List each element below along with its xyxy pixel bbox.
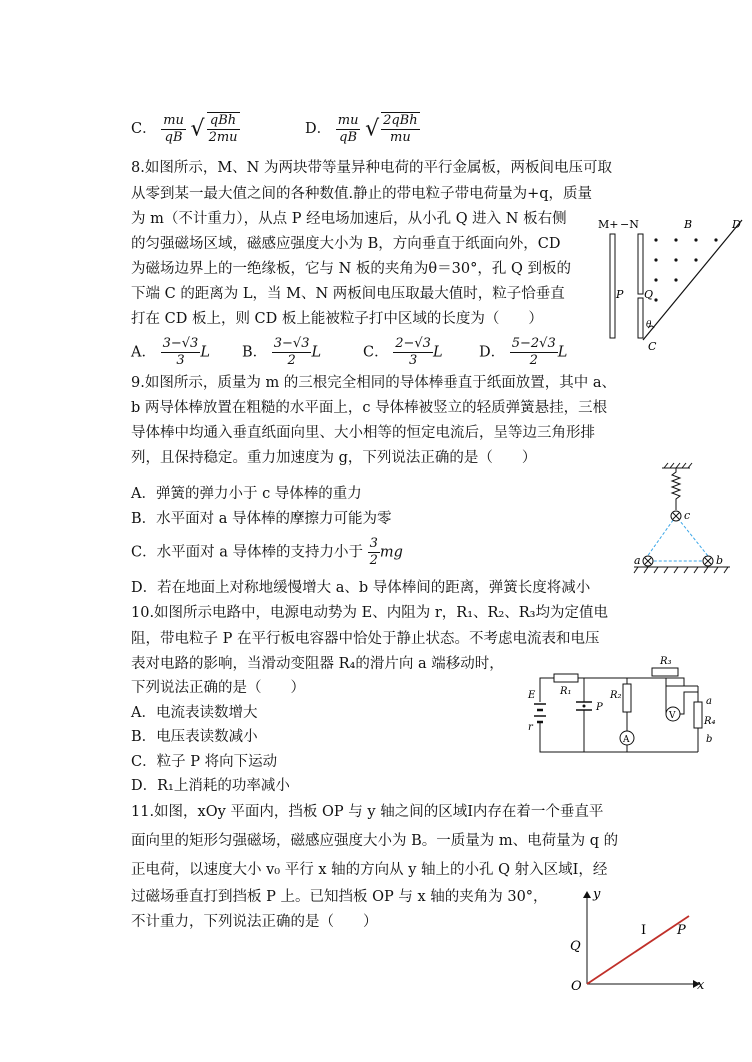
q9-option-c: C．水平面对 a 导体棒的支持力小于 $\frac{3}{2}$ mg (131, 536, 403, 568)
q9-rod-c (671, 511, 681, 521)
q8-line: 下端 C 的距离为 L，当 M、N 两板间电压取最大值时，粒子恰垂直 (131, 286, 565, 302)
q10-line: 阻，带电粒子 P 在平行板电容器中恰处于静止状态。不考虑电流表和电压 (131, 631, 600, 647)
q11-label-q: Q (570, 939, 581, 954)
q10-label-p: P (596, 702, 603, 713)
q10-label-r: r (528, 722, 533, 733)
q9-option-b: B．水平面对 a 导体棒的摩擦力可能为零 (131, 511, 392, 527)
q10-label-r1: R₁ (560, 686, 572, 697)
q8-line: 为 m（不计重力），从点 P 经电场加速后，从小孔 Q 进入 N 板右侧 (131, 211, 567, 227)
q8-board-cd (643, 220, 742, 340)
q10-option-b: B．电压表读数减小 (131, 729, 258, 745)
q7-option-d: D． $\frac{mu}{qB}$ √ $\frac{\text{2qBh}}{mu}$ (305, 112, 418, 145)
q9-ceiling-hatch (664, 463, 692, 468)
q9-line: 导体棒中均通入垂直纸面向里、大小相等的恒定电流后，呈等边三角形排 (131, 425, 595, 441)
q10-label-b: b (706, 734, 713, 745)
q11-line: 不计重力，下列说法正确的是（ ） (131, 914, 378, 930)
q8-label-c: C (648, 340, 657, 352)
q9-label-b: b (716, 554, 724, 567)
q9-rod-b (703, 556, 713, 566)
q8-label-d: D (732, 218, 741, 231)
q8-option-c: C． $\frac{2-√3}{3}$ L (363, 336, 443, 368)
q9-triangle (644, 516, 712, 561)
q9-spring (672, 468, 680, 504)
q7-d-sqrt-fraction: $\frac{\text{2qBh}}{mu}$ (383, 113, 418, 145)
q8-plate-n-bottom (638, 298, 643, 338)
q10-label-r4: R₄ (704, 716, 716, 727)
q8-plate-n-top (638, 234, 643, 294)
q10-label-r2: R₂ (610, 690, 622, 701)
q8-label-b: B (684, 218, 693, 231)
q8-line: 为磁场边界上的一绝缘板，它与 N 板的夹角为θ＝30°，孔 Q 到板的 (131, 261, 571, 277)
q8-line: 从零到某一最大值之间的各种数值.静止的带电粒子带电荷量为+q，质量 (131, 186, 593, 202)
q10-line: 下列说法正确的是（ ） (131, 680, 305, 696)
q9-figure (632, 462, 732, 578)
q10-r4 (694, 702, 702, 728)
q10-option-a: A．电流表读数增大 (131, 705, 258, 721)
q9-option-d: D．若在地面上对称地缓慢增大 a、b 导体棒间的距离，弹簧长度将减小 (131, 580, 591, 596)
q8-line: 打在 CD 板上，则 CD 板上能被粒子打中区域的长度为（ ） (131, 311, 543, 327)
q8-label-theta: θ (646, 320, 652, 330)
q11-label-x: x (697, 978, 705, 993)
q10-option-c: C．粒子 P 将向下运动 (131, 754, 278, 770)
q11-figure (563, 886, 713, 996)
q11-baffle-op (587, 916, 689, 984)
q8-figure (596, 212, 746, 352)
q9-label-a: a (634, 554, 641, 567)
q9-rod-a (643, 556, 653, 566)
q10-line: 10.如图所示电路中，电源电动势为 E、内阻为 r，R₁、R₂、R₃均为定值电 (131, 605, 608, 621)
q8-option-a: A． $\frac{3-√3}{3}$ L (131, 336, 210, 368)
q10-label-v-meter: V (669, 711, 676, 721)
q8-label-p: P (616, 288, 624, 301)
q11-line: 11.如图，xOy 平面内，挡板 OP 与 y 轴之间的区域Ⅰ内存在着一个垂直平 (131, 804, 604, 820)
q10-label-a: a (706, 696, 712, 707)
q10-r1 (554, 674, 578, 682)
q9-line: 9.如图所示，质量为 m 的三根完全相同的导体棒垂直于纸面放置，其中 a、 (131, 375, 617, 391)
q9-ground-hatch (634, 567, 728, 573)
q10-r3 (652, 668, 678, 676)
q8-label-q: Q (644, 288, 654, 301)
q8-line: 8.如图所示，M、N 为两块带等量异种电荷的平行金属板，两板间电压可取 (131, 160, 612, 176)
q10-figure (526, 654, 726, 764)
q9-label-c: c (684, 509, 691, 522)
q8-label-m: M+ (598, 218, 619, 231)
q8-field-dots (654, 238, 717, 301)
q10-label-e: E (528, 690, 536, 701)
q11-line: 过磁场垂直打到挡板 P 上。已知挡板 OP 与 x 轴的夹角为 30°， (131, 889, 548, 905)
q8-label-n: −N (620, 218, 639, 231)
q7-d-fraction: $\frac{mu}{qB}$ (337, 112, 359, 145)
q7-c-fraction: $\frac{mu}{qB}$ (163, 112, 184, 145)
q10-r2 (623, 684, 631, 712)
q9-option-a: A．弹簧的弹力小于 c 导体棒的重力 (131, 486, 362, 502)
q11-line: 面向里的矩形匀强磁场，磁感应强度大小为 B。一质量为 m、电荷量为 q 的 (131, 833, 619, 849)
q8-plate-m (610, 234, 615, 338)
q10-option-d: D．R₁上消耗的功率减小 (131, 778, 290, 794)
q10-line: 表对电路的影响，当滑动变阻器 R₄的滑片向 a 端移动时， (131, 656, 504, 672)
q11-label-region: Ⅰ (641, 923, 647, 938)
q10-particle (583, 705, 586, 708)
q11-label-o: O (571, 979, 582, 994)
q9-line: 列，且保持稳定。重力加速度为 g，下列说法正确的是（ ） (131, 450, 537, 466)
q7-option-c: C． $\frac{mu}{qB}$ √ $\frac{\text{qBh}}{2mu}$ (131, 112, 238, 145)
q7-c-sqrt-fraction: $\frac{\text{qBh}}{2mu}$ (208, 113, 238, 145)
q8-line: 的匀强磁场区域，磁感应强度大小为 B，方向垂直于纸面向外，CD (131, 236, 561, 252)
q11-line: 正电荷，以速度大小 v₀ 平行 x 轴的方向从 y 轴上的小孔 Q 射入区域Ⅰ，经 (131, 862, 608, 878)
q9-line: b 两导体棒放置在粗糙的水平面上，c 导体棒被竖立的轻质弹簧悬挂，三根 (131, 400, 608, 416)
q11-label-y: y (593, 887, 601, 902)
q11-label-p: P (677, 923, 686, 938)
q10-label-a-meter: A (623, 735, 630, 745)
q10-label-r3: R₃ (660, 656, 672, 667)
q8-option-b: B． $\frac{3-√3}{2}$ L (242, 336, 322, 368)
q8-option-d: D． $\frac{5-2√3}{2}$ L (479, 336, 568, 368)
